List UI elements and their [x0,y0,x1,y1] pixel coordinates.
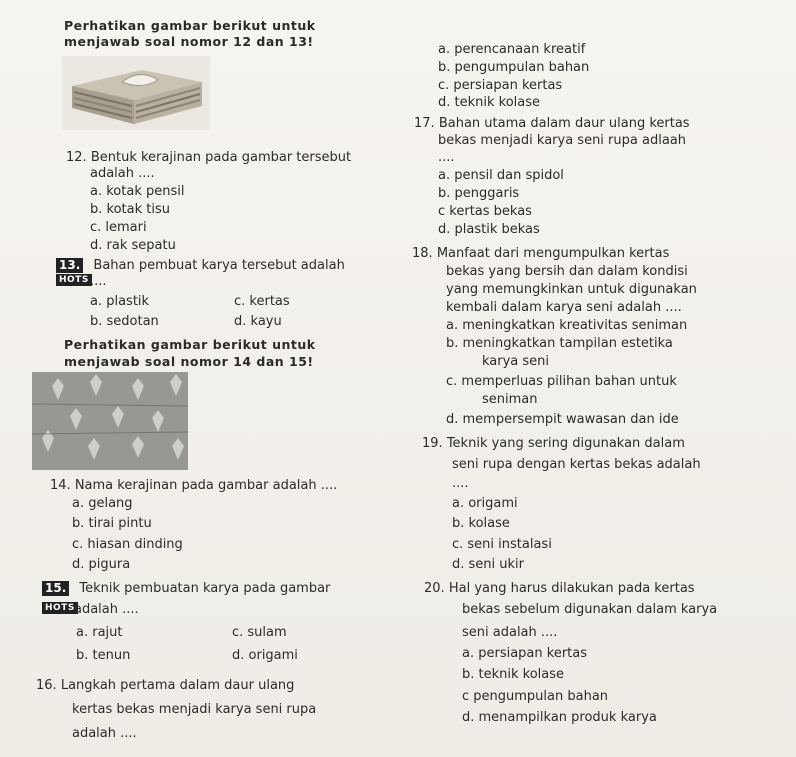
q18-line2: bekas yang bersih dan dalam kondisi [446,264,688,279]
q15-option-b[interactable]: b. tenun [76,648,131,663]
q17-number: 17. [414,116,435,131]
q18-option-b[interactable]: b. meningkatkan tampilan estetika [446,336,673,351]
q14-number: 14. [50,478,71,493]
q15-option-c[interactable]: c. sulam [232,625,287,640]
q19-text: Teknik yang sering digunakan dalam [446,436,685,451]
instruction-1-line2: menjawab soal nomor 12 dan 13! [64,34,314,49]
q13-option-b[interactable]: b. sedotan [90,314,159,329]
q20-option-b[interactable]: b. teknik kolase [462,667,565,682]
q11-option-a[interactable]: a. perencanaan kreatif [438,42,586,57]
q20-number: 20. [424,581,445,596]
q14-option-d[interactable]: d. pigura [72,557,131,572]
q16-line2: kertas bekas menjadi karya seni rupa [72,702,317,717]
q20-line2: bekas sebelum digunakan dalam karya [462,602,718,617]
q18-line3: yang memungkinkan untuk digunakan [446,282,697,297]
q19-option-c[interactable]: c. seni instalasi [452,537,552,552]
instruction-1-line1: Perhatikan gambar berikut untuk [64,18,316,33]
q13-option-d[interactable]: d. kayu [234,314,282,329]
tissue-box-photo [62,56,210,130]
q12-option-c[interactable]: c. lemari [90,220,147,235]
q13-line2: .... [90,274,107,289]
q15-number: 15. [42,581,69,596]
q12-line1 [66,150,351,166]
q15-text: Teknik pembuatan karya pada gambar [79,581,331,596]
q18-option-c-cont: seniman [482,392,538,407]
q18-line1 [412,246,669,262]
q19-option-d[interactable]: d. seni ukir [452,557,524,572]
wall-decoration-photo [32,372,188,470]
q13-line1 [56,258,345,274]
q15-line1 [42,581,330,597]
q14-line1 [50,478,337,494]
q18-option-b-cont: karya seni [482,354,550,369]
q13-option-a[interactable]: a. plastik [90,294,150,309]
q20-option-d[interactable]: d. menampilkan produk karya [462,710,657,725]
q19-option-b[interactable]: b. kolase [452,516,510,531]
q11-option-d[interactable]: d. teknik kolase [438,95,541,110]
q15-option-a[interactable]: a. rajut [76,625,123,640]
q16-text: Langkah pertama dalam daur ulang [60,678,295,693]
q13-option-c[interactable]: c. kertas [234,294,290,309]
q20-line1 [424,581,695,597]
q18-option-c[interactable]: c. memperluas pilihan bahan untuk [446,374,677,389]
q18-option-d[interactable]: d. mempersempit wawasan dan ide [446,412,679,427]
q12-line2: adalah .... [90,166,155,181]
q12-number: 12. [66,150,87,165]
hots-badge-13: HOTS [56,274,92,286]
q12-option-d[interactable]: d. rak sepatu [90,238,176,253]
q17-line2: bekas menjadi karya seni rupa adlaah [438,133,686,148]
q11-option-c[interactable]: c. persiapan kertas [438,78,563,93]
q17-line1 [414,116,690,132]
q20-text: Hal yang harus dilakukan pada kertas [448,581,695,596]
q17-option-a[interactable]: a. pensil dan spidol [438,168,564,183]
q17-line3: .... [438,150,455,165]
q19-line1 [422,436,685,452]
q14-text: Nama kerajinan pada gambar adalah .... [74,478,338,493]
q14-option-a[interactable]: a. gelang [72,496,133,511]
q11-option-b[interactable]: b. pengumpulan bahan [438,60,590,75]
q12-option-b[interactable]: b. kotak tisu [90,202,170,217]
q17-text: Bahan utama dalam daur ulang kertas [438,116,690,131]
hots-badge-15: HOTS [42,602,78,614]
q13-number: 13. [56,258,83,273]
q19-number: 19. [422,436,443,451]
q18-text: Manfaat dari mengumpulkan kertas [436,246,670,261]
q19-option-a[interactable]: a. origami [452,496,518,511]
q16-number: 16. [36,678,57,693]
q20-option-a[interactable]: a. persiapan kertas [462,646,588,661]
q16-line1 [36,678,294,694]
q19-line2: seni rupa dengan kertas bekas adalah [452,457,701,472]
q15-option-d[interactable]: d. origami [232,648,298,663]
q16-line3: adalah .... [72,726,137,741]
q18-line4: kembali dalam karya seni adalah .... [446,300,682,315]
q13-text: Bahan pembuat karya tersebut adalah [93,258,345,273]
q14-option-b[interactable]: b. tirai pintu [72,516,152,531]
q20-option-c[interactable]: c pengumpulan bahan [462,689,609,704]
q12-text: Bentuk kerajinan pada gambar tersebut [90,150,352,165]
q12-option-a[interactable]: a. kotak pensil [90,184,185,199]
q15-line2: adalah .... [74,602,139,617]
q18-number: 18. [412,246,433,261]
instruction-2-line1: Perhatikan gambar berikut untuk [64,337,316,352]
q19-line3: .... [452,476,469,491]
q14-option-c[interactable]: c. hiasan dinding [72,537,183,552]
q17-option-d[interactable]: d. plastik bekas [438,222,540,237]
q17-option-b[interactable]: b. penggaris [438,186,520,201]
q20-line3: seni adalah .... [462,625,558,640]
instruction-2-line2: menjawab soal nomor 14 dan 15! [64,354,314,369]
q18-option-a[interactable]: a. meningkatkan kreativitas seniman [446,318,688,333]
q17-option-c[interactable]: c kertas bekas [438,204,532,219]
